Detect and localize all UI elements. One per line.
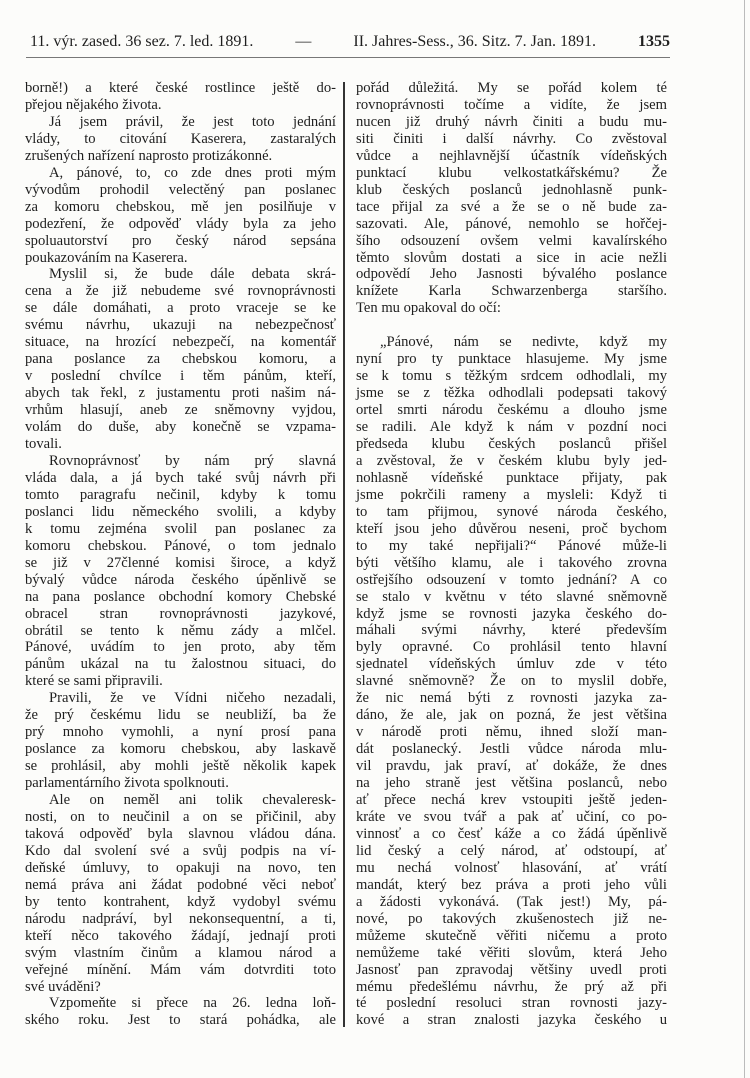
text-line: nemůžeme také věřiti slovům, která Jeho bbox=[356, 944, 667, 961]
paragraph bbox=[25, 266, 336, 452]
text-line: vil pravdu, jak praví, ať dokáže, že dnes bbox=[356, 758, 667, 775]
text-line: pana poslance za chebskou komoru, a bbox=[25, 351, 336, 368]
text-line: býti většího klamu, ale i takového zrovna bbox=[356, 554, 667, 571]
text-line: slavné sněmovně? Že on to myslil dobře, bbox=[356, 673, 667, 690]
text-line: ortel smrti národu českému a dlouho jsme bbox=[356, 402, 667, 419]
text-line: za komoru chebskou, mě jen posilňuje v bbox=[25, 198, 336, 215]
header-rule bbox=[26, 57, 670, 58]
text-line: klub českých poslanců jednohlasně punk- bbox=[356, 181, 667, 198]
text-line: bývalý vůdce národa českého úpěnlivě se bbox=[25, 571, 336, 588]
text-line: na jeho straně jest většina poslanců, nebo bbox=[356, 775, 667, 792]
text-line: přejou nějakého života. bbox=[25, 96, 162, 113]
text-line: jsme pokrčili rameny a mysleli: Když ti bbox=[356, 486, 667, 503]
running-header bbox=[30, 33, 670, 55]
text-line: byly opravné. Co prohlásil tento hlavní bbox=[356, 639, 667, 656]
text-line: obracel stran rovnoprávnosti jazykové, bbox=[25, 605, 336, 622]
header-dash: — bbox=[295, 33, 312, 50]
text-line: sazovati. Ale, pánové, nemohlo se hořčej- bbox=[356, 215, 667, 232]
text-line: se stalo v květnu v této slavné sněmovně bbox=[356, 588, 667, 605]
text-line: kteří jsou jeho důvěrou neseni, proč bychom bbox=[356, 520, 667, 537]
text-line: dát poslanecký. Jestli vůdce národa mlu- bbox=[356, 741, 667, 758]
text-line: Myslil si, že bude dále debata skrá- bbox=[49, 266, 336, 283]
text-line: nosti, on to neučinil a on se přičinil, aby bbox=[25, 808, 336, 825]
text-line: těmto slovům dostati a sice in acie nežli bbox=[356, 249, 667, 266]
text-line: to tam přijmou, synové národa českého, bbox=[356, 503, 667, 520]
text-line: Rovnoprávnosť by nám prý slavná bbox=[49, 452, 336, 469]
text-line: se prohlásil, aby mohli ještě několik kapek bbox=[25, 758, 336, 775]
text-line: se již v 27členné komisi široce, a když bbox=[25, 554, 336, 571]
text-line: vývodům prohodil velectěný pan poslanec bbox=[25, 181, 336, 198]
text-line: pánům ukázal na tu žalostnou situaci, do bbox=[25, 656, 336, 673]
text-line: zrušených nařízení naprosto protizákonné. bbox=[25, 147, 273, 164]
text-line: deňské úmluvy, to opakuji na novo, ten bbox=[25, 859, 336, 876]
text-line: které se sami připravili. bbox=[25, 673, 163, 690]
paragraph bbox=[25, 114, 336, 165]
text-line: vláda dala, a já bych také svůj návrh při bbox=[25, 469, 336, 486]
text-line: knížete Karla Schwarzenberga staršího. bbox=[356, 283, 667, 300]
text-line: když jsme se rovnosti jazyka českého do- bbox=[356, 605, 667, 622]
text-line: Ale on neměl ani tolik chevaleresk- bbox=[49, 792, 336, 809]
text-line: se k tomu s těžkým srdcem odhodlali, my bbox=[356, 368, 667, 385]
paragraph bbox=[25, 453, 336, 690]
paragraph bbox=[25, 690, 336, 792]
text-line: ať přece nechá krev vstoupiti ještě jeden- bbox=[356, 792, 667, 809]
text-line: se dále domáhati, a proto vraceje se ke bbox=[25, 300, 336, 317]
text-line: národu nadpráví, byl nekonsequentní, a ti, bbox=[25, 910, 336, 927]
text-line: odpovědí Jeho Jasnosti bývalého poslance bbox=[356, 266, 667, 283]
left-column bbox=[25, 80, 336, 1029]
paragraph bbox=[25, 995, 336, 1029]
text-line: pořád důležitá. My se pořád kolem té bbox=[356, 80, 667, 96]
text-line: situace, na hrozící nebezpečí, na komentář bbox=[25, 334, 336, 351]
text-line: tomto paragrafu nečinil, kdyby k tomu bbox=[25, 486, 336, 503]
text-line: šího odsouzení ovšem velmi kavalírského bbox=[356, 232, 667, 249]
text-line: předseda klubu českých poslanců přišel bbox=[356, 436, 667, 452]
text-line: by tento kontrahent, když vydobyl svému bbox=[25, 893, 336, 910]
text-line: parlamentárního života spolknouti. bbox=[25, 775, 229, 792]
paragraph bbox=[25, 165, 336, 267]
text-line: nemá práva ani žádat podobné věci neboť bbox=[25, 876, 336, 893]
text-line: že prý českému lidu se neubliží, ba že bbox=[25, 707, 336, 724]
text-line: a zvěstoval, že v českém klubu byly jed- bbox=[356, 452, 667, 469]
header-german: II. Jahres-Sess., 36. Sitz. 7. Jan. 1891. bbox=[353, 33, 596, 50]
text-line: vlády, to citování Kaserera, zastaralých bbox=[25, 130, 336, 147]
text-line: své uváděni? bbox=[25, 978, 101, 995]
page-number: 1355 bbox=[638, 33, 670, 50]
text-line: to my také nepřijali?“ Pánové může-li bbox=[356, 537, 667, 554]
text-line: borně!) a které české rostlince ještě do- bbox=[25, 80, 336, 96]
text-line: že nic nemá býti z rovnosti jazyka za- bbox=[356, 690, 667, 707]
text-line: punktací klubu velkostatkářskému? Že bbox=[356, 164, 667, 181]
paragraph bbox=[356, 334, 667, 1029]
paragraph bbox=[356, 80, 667, 317]
column-divider bbox=[343, 82, 345, 1027]
text-line: Ten mu opakoval do očí: bbox=[356, 300, 501, 317]
text-line: spoluautorství pro český národ sepsána bbox=[25, 232, 336, 249]
text-line: svým vlastním činům a klamou národ a bbox=[25, 944, 336, 961]
text-line: vrhům hlasují, aneb ze sněmovny vyjdou, bbox=[25, 402, 336, 419]
text-line: máhali svými návrhy, které především bbox=[356, 622, 667, 639]
text-line: kráte ve svou tvář a pak ať učiní, co po- bbox=[356, 808, 667, 825]
text-line: kteří něco takového žádají, jednají proti bbox=[25, 927, 336, 944]
text-line: rovnoprávnosti točíme a vidíte, že jsem bbox=[356, 96, 667, 113]
text-line: dáno, že ale, jak on pozná, že jest většina bbox=[356, 707, 667, 724]
text-line: mému předešlému návrhu, že prý až při bbox=[356, 978, 667, 995]
right-column bbox=[356, 80, 667, 1029]
text-line: nové, po takových zkušenostech již ne- bbox=[356, 910, 667, 927]
text-line: abych tak řekl, z justamentu proti našim ná- bbox=[25, 385, 336, 402]
text-line: kové a stran znalosti jazyka českého u bbox=[356, 1012, 667, 1029]
text-line: obrátil se tento k němu zády a mlčel. bbox=[25, 622, 336, 639]
text-line: nyní pro ty punktace hlasujeme. My jsme bbox=[356, 351, 667, 368]
text-line: v poslední chvílce i těm pánům, kteří, bbox=[25, 368, 336, 385]
text-line: tace přijal za své a že se o ně bude za- bbox=[356, 198, 667, 215]
text-line: taková odpověď byla slavnou vládou dána. bbox=[25, 825, 336, 842]
text-line: mandát, který bez práva a proti jeho vůli bbox=[356, 876, 667, 893]
text-line: veřejné mínění. Mám vám dotvrditi toto bbox=[25, 961, 336, 978]
text-line: se radili. Ale když k nám v pozdní noci bbox=[356, 419, 667, 436]
text-line: a žádosti vykonává. (Tak jest!) My, pá- bbox=[356, 893, 667, 910]
text-line: volám do duše, aby konečně se vzpama- bbox=[25, 419, 336, 436]
text-line: komoru chebskou. Pánové, o tom jednalo bbox=[25, 537, 336, 554]
text-line: „Pánové, nám se nedivte, když my bbox=[380, 334, 667, 351]
text-line: Vzpomeňte si přece na 26. ledna loň- bbox=[49, 995, 336, 1012]
text-line: svému návrhu, ukazuji na nebezpečnosť bbox=[25, 317, 336, 334]
text-line: cena a že již nebudeme své rovnoprávnosti bbox=[25, 283, 336, 300]
text-line: poslance za komoru chebskou, aby laskavě bbox=[25, 741, 336, 758]
header-czech: 11. výr. zased. 36 sez. 7. led. 1891. bbox=[30, 33, 254, 50]
text-line: nucen již druhý návrh činiti a budu mu- bbox=[356, 113, 667, 130]
text-line: vůdce a nejhlavnější účastník vídeňských bbox=[356, 147, 667, 164]
text-line: poslanci lidu německého svolili, a kdyby bbox=[25, 503, 336, 520]
text-line: podezření, že odpověď vlády byla za jeho bbox=[25, 215, 336, 232]
text-line: tovali. bbox=[25, 436, 62, 453]
text-line: můžeme skutečně věřiti ničemu a proto bbox=[356, 927, 667, 944]
paragraph-spacer bbox=[356, 317, 667, 334]
text-line: poukazováním na Kaserera. bbox=[25, 249, 188, 266]
text-line: jsme se z těžka odhodlali podepsati takový bbox=[356, 385, 667, 402]
text-line: lid český a celý národ, ať odstoupí, ať bbox=[356, 842, 667, 859]
text-line: prý mnoho vymohli, a nyní prosí pana bbox=[25, 724, 336, 741]
text-line: ského roku. Jest to stará pohádka, ale bbox=[25, 1012, 336, 1029]
text-line: Jasnosť pan zpravodaj většiny uvedl proti bbox=[356, 961, 667, 978]
text-line: A, pánové, to, co zde dnes proti mým bbox=[49, 164, 336, 181]
text-line: Pánové, uvádím to jen proto, aby těm bbox=[25, 639, 336, 656]
paragraph bbox=[25, 80, 336, 114]
text-line: v národě proti němu, ihned složí man- bbox=[356, 724, 667, 741]
text-line: nohlasně vídeňské punktace přijaty, pak bbox=[356, 469, 667, 486]
text-line: Já jsem právil, že jest toto jednání bbox=[49, 113, 336, 130]
text-line: ostřejšího odsouzení v tomto jednání? A co bbox=[356, 571, 667, 588]
text-line: mu nechá volnosť hlasování, ať vrátí bbox=[356, 859, 667, 876]
text-line: k tomu zejména svolil pan poslanec za bbox=[25, 520, 336, 537]
text-line: Pravili, že ve Vídni ničeho nezadali, bbox=[49, 690, 336, 707]
scan-edge bbox=[744, 0, 745, 1078]
text-line: té poslední resoluci stran rovnosti jazy- bbox=[356, 995, 667, 1012]
text-line: na pana poslance obchodní komory Chebské bbox=[25, 588, 336, 605]
text-line: vinnosť a co česť káže a co žádá úpěnlivě bbox=[356, 825, 667, 842]
paragraph bbox=[25, 792, 336, 995]
text-line: sjednatel vídeňských úmluv zde v této bbox=[356, 656, 667, 673]
text-line: siti činiti i další návrhy. Co zvěstoval bbox=[356, 130, 667, 147]
text-line: Kdo dal svolení své a svůj podpis na ví- bbox=[25, 842, 336, 859]
